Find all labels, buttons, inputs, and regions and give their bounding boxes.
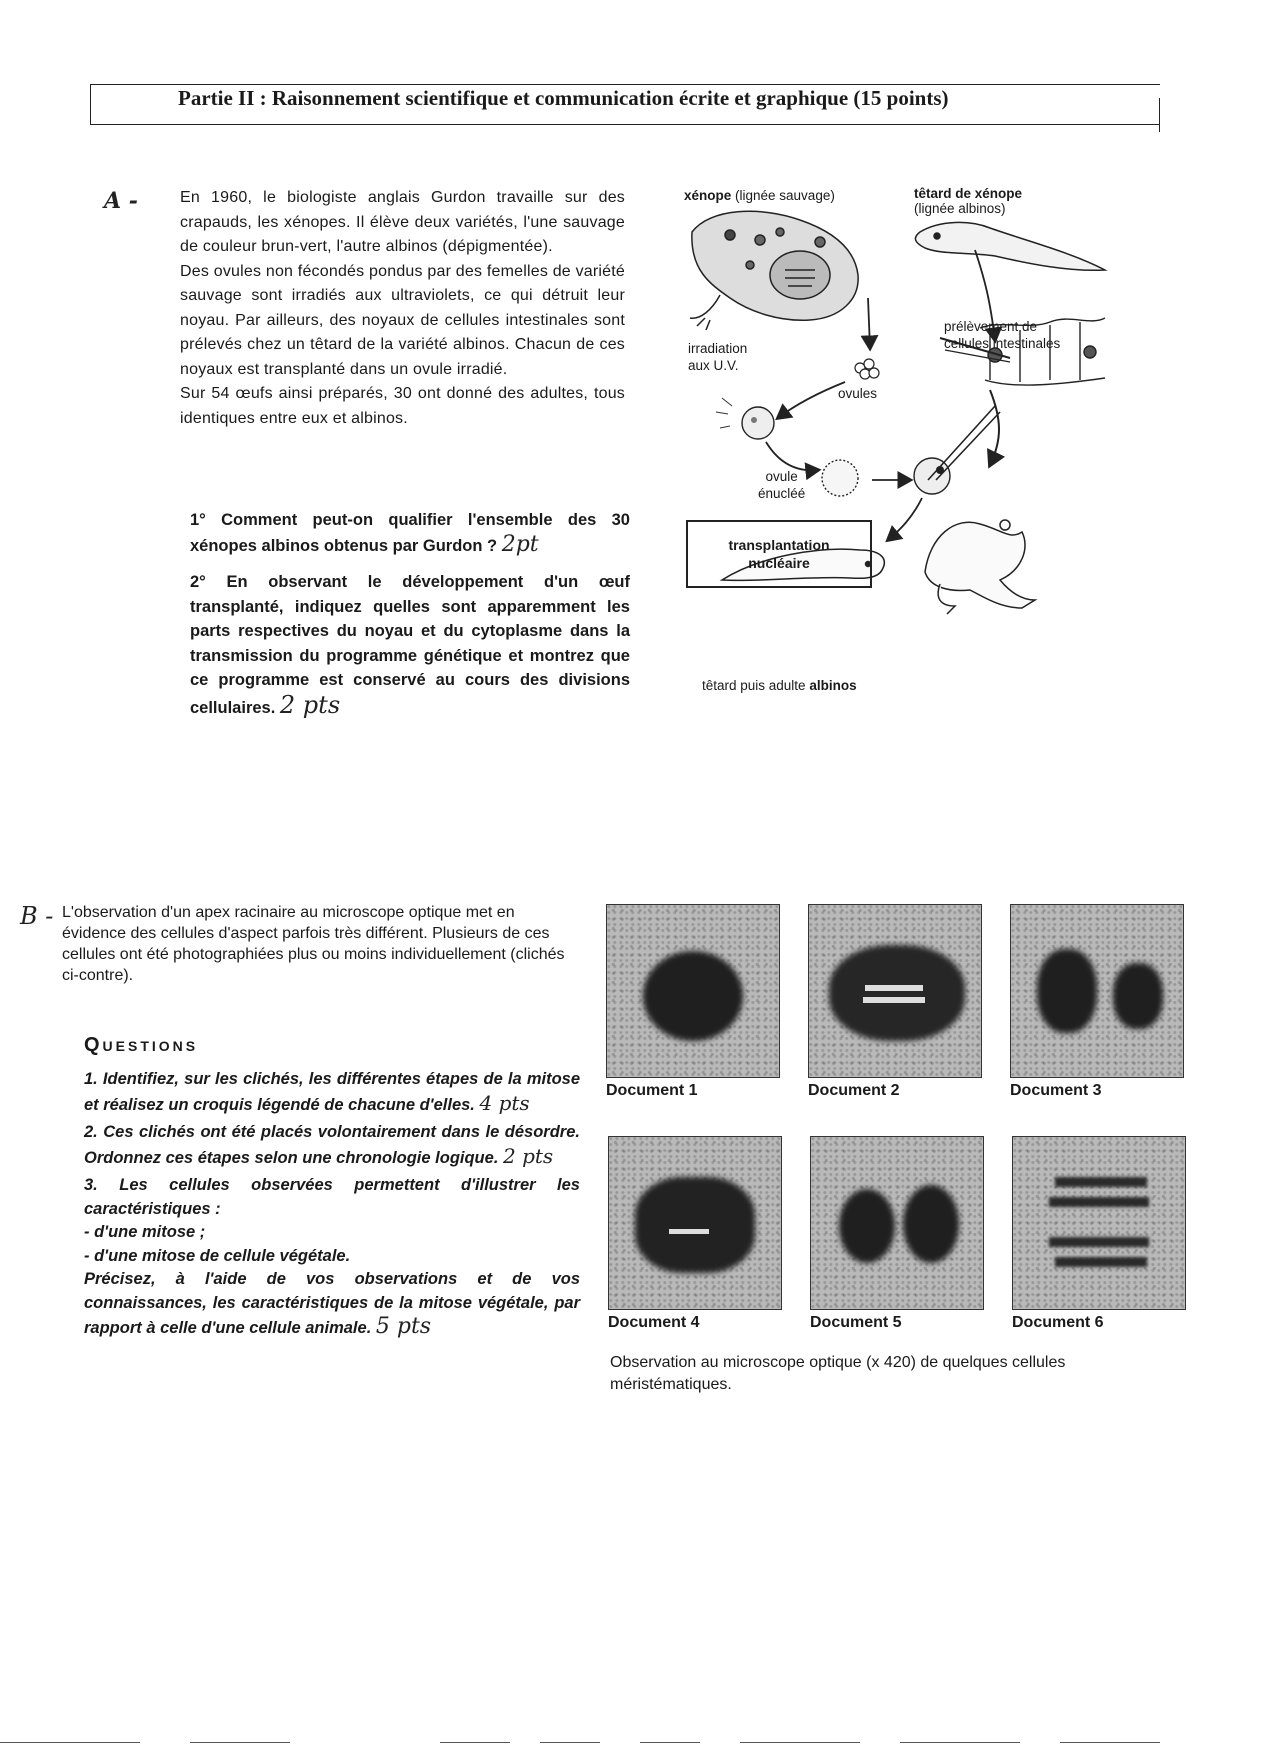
document-label-1: Document 1	[606, 1082, 698, 1099]
label-ovule-enuclee	[758, 468, 805, 502]
transplantation-box	[686, 520, 872, 588]
label-irradiation-1: irradiation	[688, 341, 748, 356]
question-a1	[190, 508, 630, 558]
scan-line	[440, 1742, 510, 1743]
title-rule-right	[1159, 98, 1160, 132]
title-frame	[90, 76, 1160, 132]
label-tetard-rest: (lignée albinos)	[914, 201, 1006, 216]
question-a2-text: 2° En observant le développement d'un œuf transplanté, indiquez quelles sont apparemment les parts respectives du noyau et du cytoplasme dans la transmission du programme génétique et montrez que ce programme est conservé au cours des divisions cellulaires.	[190, 573, 630, 717]
uv-rays	[716, 398, 732, 428]
section-a-text	[180, 186, 625, 431]
question-b3-line3: - d'une mitose de cellule végétale.	[84, 1246, 351, 1265]
document-label-5: Document 5	[810, 1314, 902, 1331]
micrograph-6	[1012, 1136, 1186, 1310]
document-label-6: Document 6	[1012, 1314, 1104, 1331]
title-rule-left	[90, 84, 91, 124]
question-b1-text: 1. Identifiez, sur les clichés, les différentes étapes de la mitose et réalisez un croquis légendé de chacune d'elles.	[84, 1070, 580, 1114]
scan-line	[190, 1742, 290, 1743]
page-title: Partie II : Raisonnement scientifique et communication écrite et graphique (15 points)	[178, 86, 949, 110]
scan-line	[1060, 1742, 1160, 1743]
question-a2-points: 2 pts	[279, 690, 341, 719]
label-xenope	[684, 188, 835, 203]
label-final-rest: têtard puis adulte	[702, 678, 810, 693]
label-xenope-bold: xénope	[684, 188, 732, 203]
question-b3-line4	[84, 1268, 580, 1341]
label-ovule-enuclee-1: ovule	[765, 469, 798, 484]
scan-line	[900, 1742, 1020, 1743]
micrograph-caption: Observation au microscope optique (x 420) de quelques cellules méristématiques.	[610, 1354, 1066, 1393]
question-b3-text: Précisez, à l'aide de vos observations et de vos connaissances, les caractéristiques de la mitose végétale, par rapport à celle d'une cellule animale.	[84, 1270, 580, 1337]
gurdon-diagram	[650, 180, 1150, 700]
section-a-marker: A -	[104, 188, 138, 214]
label-prelevement	[944, 318, 1060, 352]
ovules-drawing	[855, 359, 879, 379]
enucleated-ovule	[822, 460, 858, 496]
document-label-3: Document 3	[1010, 1082, 1102, 1099]
question-b2	[84, 1121, 580, 1170]
micrograph-4	[608, 1136, 782, 1310]
label-ovules: ovules	[838, 386, 878, 401]
question-b2-points: 2 pts	[503, 1143, 554, 1168]
label-tetard-bold: têtard de xénope	[914, 186, 1023, 201]
micrograph-2	[808, 904, 982, 1078]
label-prelevement-2: cellules intestinales	[944, 336, 1061, 351]
label-final-bold: albinos	[809, 678, 857, 693]
section-b-intro: L'observation d'un apex racinaire au microscope optique met en évidence des cellules d'aspect parfois très différent. Plusieurs de ces cellules ont été photographiées plus ou moins individuellement (clichés ci-contre).	[62, 904, 565, 984]
scan-line	[740, 1742, 860, 1743]
label-ovule-enuclee-2: énucléé	[758, 486, 806, 501]
label-transplantation-1: transplantation	[728, 537, 830, 553]
albino-tadpole-drawing	[915, 222, 1105, 270]
irradiated-ovule	[742, 407, 774, 439]
section-a-paragraph-2: Des ovules non fécondés pondus par des femelles de variété sauvage sont irradiés aux ultraviolets, ce qui détruit leur noyau. Par ailleurs, des noyaux de cellules intestinales sont prélevés chez un têtard de la variété albinos. Chacun de ces noyaux est transplanté dans un ovule irradié.	[180, 262, 625, 378]
scan-line	[640, 1742, 700, 1743]
micrograph-1	[606, 904, 780, 1078]
document-label-4: Document 4	[608, 1314, 700, 1331]
title-rule-top	[90, 84, 1160, 85]
title-rule-bottom	[90, 124, 1160, 125]
wild-frog-drawing	[690, 211, 858, 330]
questions-heading: Questions	[84, 1034, 199, 1056]
section-b-questions	[84, 1068, 580, 1345]
question-a1-points: 2pt	[501, 531, 539, 557]
section-a-paragraph-1: En 1960, le biologiste anglais Gurdon travaille sur des crapauds, les xénopes. Il élève deux variétés, l'une sauvage de couleur brun-vert, l'autre albinos (dépigmentée).	[180, 189, 625, 255]
label-transplantation-2: nucléaire	[748, 555, 810, 571]
label-irradiation-2: aux U.V.	[688, 358, 739, 373]
section-a-questions	[190, 508, 630, 732]
section-a-paragraph-3: Sur 54 œufs ainsi préparés, 30 ont donné des adultes, tous identiques entre eux et albinos.	[180, 385, 625, 427]
label-irradiation	[688, 340, 747, 374]
label-final	[702, 678, 857, 693]
final-frog-drawing	[925, 520, 1035, 614]
section-b-marker: B -	[20, 902, 54, 930]
micrograph-3	[1010, 904, 1184, 1078]
label-tetard	[914, 186, 1022, 216]
question-b3-line1: 3. Les cellules observées permettent d'illustrer les caractéristiques :	[84, 1176, 580, 1218]
scan-line	[0, 1742, 140, 1743]
question-b1-points: 4 pts	[479, 1090, 530, 1115]
question-a2	[190, 570, 630, 720]
question-b1	[84, 1068, 580, 1117]
scan-line	[540, 1742, 600, 1743]
micrograph-5	[810, 1136, 984, 1310]
label-prelevement-1: prélèvement de	[944, 319, 1038, 334]
question-b2-text: 2. Ces clichés ont été placés volontairement dans le désordre. Ordonnez ces étapes selon une chronologie logique.	[84, 1123, 580, 1167]
document-label-2: Document 2	[808, 1082, 900, 1099]
label-xenope-rest: (lignée sauvage)	[731, 188, 835, 203]
question-b3-line2: - d'une mitose ;	[84, 1223, 206, 1241]
question-b3-points: 5 pts	[375, 1314, 432, 1339]
question-a1-text: 1° Comment peut-on qualifier l'ensemble des 30 xénopes albinos obtenus par Gurdon ?	[190, 511, 630, 555]
